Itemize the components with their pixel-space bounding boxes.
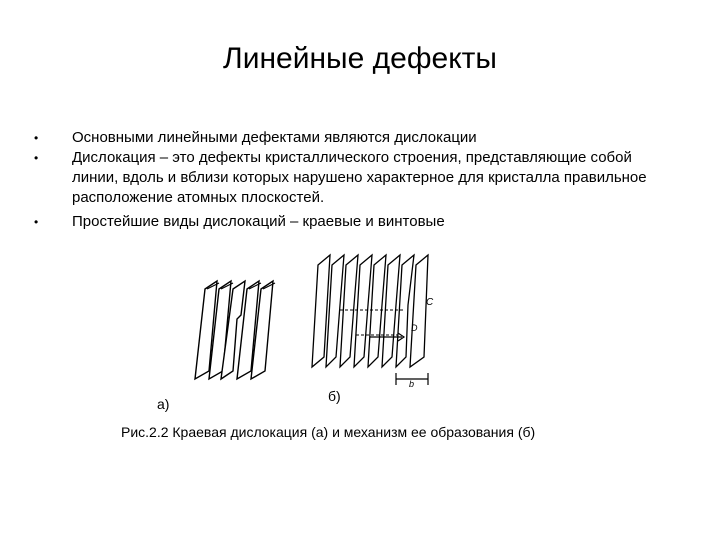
figure-label-a: а): [157, 396, 170, 412]
bullet-item: [34, 128, 674, 148]
letter-c: C: [426, 297, 434, 308]
bullet-text: Простейшие виды дислокаций – краевые и винтовые: [72, 213, 445, 230]
dislocation-formation-figure: [300, 245, 450, 395]
letter-b: b: [409, 379, 415, 389]
edge-dislocation-figure: [183, 275, 283, 390]
bullet-list: [34, 128, 674, 232]
bullet-dot: •: [34, 215, 39, 229]
bullet-text: Дислокация – это дефекты кристаллического строения, представляющие собой линии, вдоль и вблизи которых нарушено характерное для кристалла правильное расположение атомных плоскостей.: [72, 149, 647, 206]
bullet-item: [34, 148, 674, 208]
figure-label-b: б): [328, 388, 341, 404]
bullet-text: Основными линейными дефектами являются дислокации: [72, 129, 477, 146]
bullet-dot: •: [34, 131, 39, 145]
slide-title: Линейные дефекты: [223, 42, 497, 75]
letter-d: D: [411, 323, 418, 333]
bullet-dot: •: [34, 151, 39, 165]
bullet-item: [34, 212, 674, 232]
figure-caption: Рис.2.2 Краевая дислокация (а) и механизм ее образования (б): [121, 424, 536, 440]
